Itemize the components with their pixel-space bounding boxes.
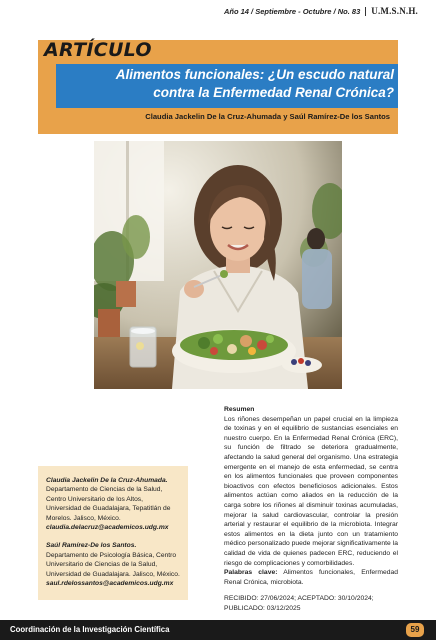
abstract-section — [224, 405, 398, 613]
affiliation-email-link[interactable]: claudia.delacruz@academicos.udg.mx — [46, 524, 169, 532]
affiliation-author-name: Claudia Jackelin De la Cruz-Ahumada. — [46, 477, 168, 484]
affiliation-author-name: Saúl Ramírez-De los Santos. — [46, 542, 137, 550]
article-title-line-1: Alimentos funcionales: ¿Un escudo natural — [115, 67, 394, 82]
article-title — [62, 66, 394, 102]
issue-info: Año 14 / Septiembre - Octubre / No. 83 — [224, 7, 366, 16]
keywords-line — [224, 568, 398, 587]
article-title-line-2: contra la Enfermedad Renal Crónica? — [153, 85, 394, 100]
keywords-list: Alimentos funcionales, Enfermedad Renal Crónica, microbiota. — [224, 569, 398, 586]
university-name: U.M.S.N.H. — [371, 6, 418, 16]
photo-illustration — [94, 141, 342, 389]
affiliation-details: Departamento de Ciencias de la Salud, Centro Universitario de los Altos, Universidad de Guadalajara, Tepatitlán de Morelos. Jalisco, México. — [46, 486, 171, 522]
keywords-label: Palabras clave: — [224, 569, 278, 577]
article-authors: Claudia Jackelin De la Cruz-Ahumada y Saúl Ramírez-De los Santos — [145, 112, 390, 121]
affiliation-email-link[interactable]: saul.rdelossantos@academicos.udg.mx — [46, 580, 174, 588]
affiliation-2 — [46, 541, 180, 588]
page-footer — [0, 620, 436, 640]
woman-eating-salad-photo — [94, 141, 342, 389]
footer-text: Coordinación de la Investigación Científica — [10, 625, 170, 634]
page-number: 59 — [406, 623, 424, 637]
affiliation-1 — [46, 476, 180, 532]
author-affiliations-box — [38, 466, 188, 600]
abstract-body: Los riñones desempeñan un papel crucial en la limpieza de toxinas y en el equilibrio de sustancias esenciales en nuestro cuerpo. En la Enfermedad Renal Crónica (ERC), su función de filtrado se deteriora gradualmente, afectando la salud general del organismo. Una estrategia emergente en el manejo de esta enfermedad, se centra en los alimentos funcionales que proveen componentes bioactivos con efectos beneficiosos adicionales. Estos alimentos actúan como aliados en la reducción de la carga sobre los riñones al disminuir toxinas acumuladas, mejorar la salud cardiovascular, controlar la presión arterial y restaurar el equilibrio de la microbiota. Integrar estos alimentos en la dieta junto con un tratamiento médico personalizado puede mejorar significativamente la calidad de vida de quienes padecen ERC, reduciendo el riesgo de complicaciones y comorbilidades. — [224, 415, 398, 567]
publication-dates: RECIBIDO: 27/06/2024; ACEPTADO: 30/10/2024; PUBLICADO: 03/12/2025 — [224, 595, 374, 612]
section-label: ARTÍCULO — [44, 39, 152, 61]
running-header — [224, 6, 418, 16]
affiliation-details: Departamento de Psicología Básica, Centro Universitario de Ciencias de la Salud, Universidad de Guadalajara. Jalisco, México. — [46, 551, 180, 578]
abstract-heading: Resumen — [224, 406, 255, 413]
